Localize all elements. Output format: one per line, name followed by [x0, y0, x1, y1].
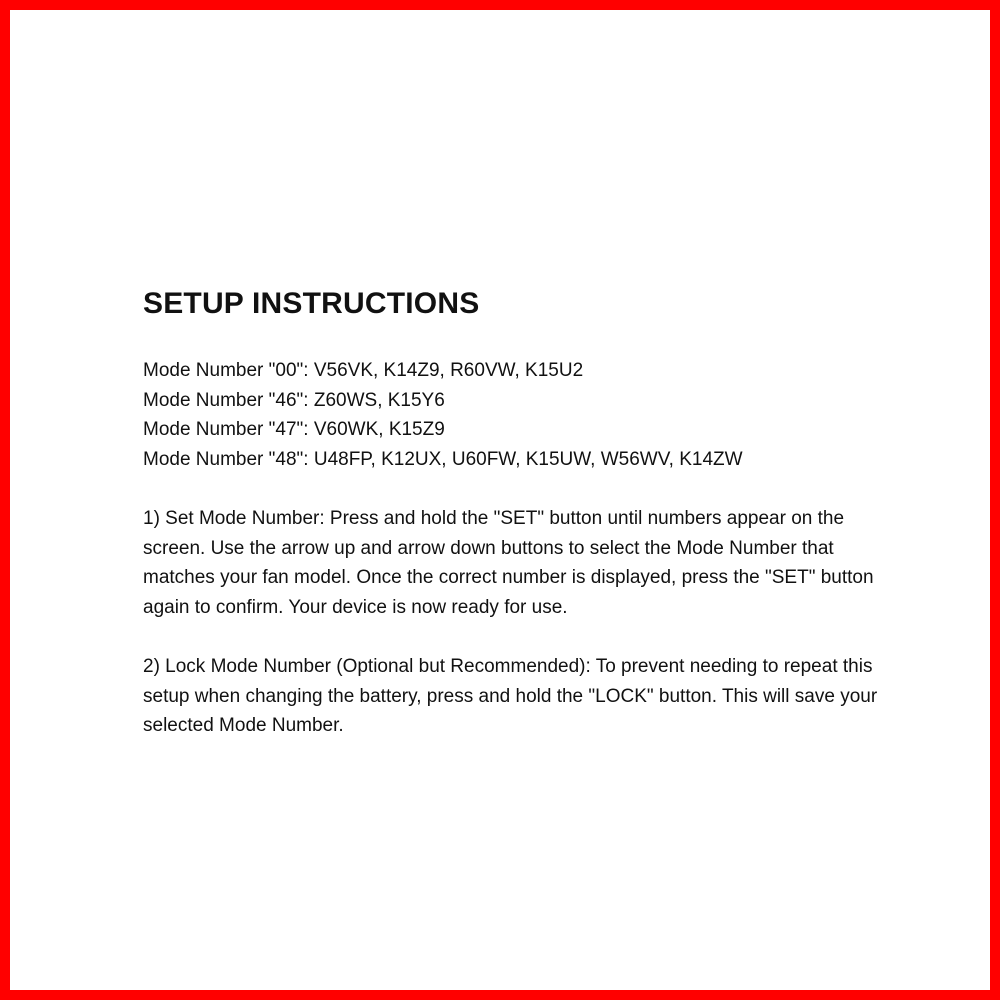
mode-number-list	[143, 356, 893, 474]
mode-line-46: Mode Number "46": Z60WS, K15Y6	[143, 389, 445, 411]
mode-line-00: Mode Number "00": V56VK, K14Z9, R60VW, K15U2	[143, 360, 584, 381]
instructions-content	[143, 284, 893, 760]
step-lock-mode-number: 2) Lock Mode Number (Optional but Recommended): To prevent needing to repeat this setup when changing the battery, press and hold the "LOCK" button. This will save your selected Mode Number.	[143, 656, 878, 736]
step-set-mode-number: 1) Set Mode Number: Press and hold the "SET" button until numbers appear on the screen. Use the arrow up and arrow down buttons to select the Mode Number that matches your fan model. Once the correct number is displayed, press the "SET" button again to confirm. Your device is now ready for use.	[143, 508, 874, 618]
page-title: SETUP INSTRUCTIONS	[143, 287, 480, 320]
mode-line-48: Mode Number "48": U48FP, K12UX, U60FW, K15UW, W56WV, K14ZW	[143, 448, 743, 470]
mode-line-47: Mode Number "47": V60WK, K15Z9	[143, 419, 445, 440]
